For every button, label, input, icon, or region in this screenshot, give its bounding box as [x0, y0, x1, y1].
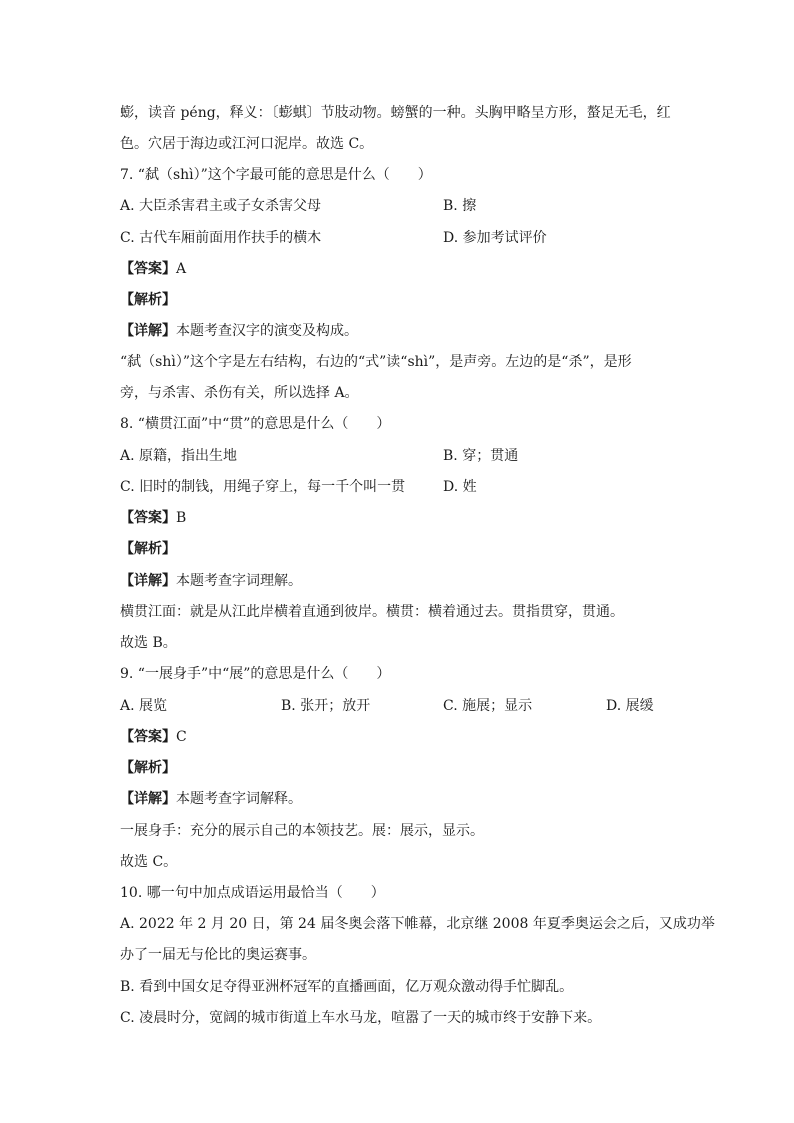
- question-9: 9. “一展身手”中“展”的意思是什么（ ）: [120, 666, 391, 682]
- answer-tag: 【答案】: [120, 729, 176, 745]
- question-7: 7. “弑（shì）”这个字最可能的意思是什么（ ）: [120, 167, 432, 183]
- option-7a: A. 大臣杀害君主或子女杀害父母: [120, 198, 322, 214]
- option-7b: B. 擦: [443, 198, 477, 214]
- option-9d: D. 展缓: [606, 698, 654, 714]
- answer-tag: 【答案】: [120, 261, 176, 277]
- option-7c: C. 古代车厢前面用作扶手的横木: [120, 230, 322, 246]
- option-9c: C. 施展；显示: [443, 698, 533, 714]
- detail-tag: 【详解】: [120, 323, 176, 339]
- text-line: 故选 C。: [120, 854, 178, 870]
- option-8d: D. 姓: [443, 479, 477, 495]
- text-line: 色。穴居于海边或江河口泥岸。故选 C。: [120, 136, 374, 152]
- detail-text: 本题考查字词解释。: [176, 791, 302, 807]
- answer-7: [120, 260, 186, 278]
- text-line: 旁，与杀害、杀伤有关，所以选择 A。: [120, 385, 359, 401]
- detail-9: [120, 790, 302, 808]
- text-line: 故选 B。: [120, 635, 177, 651]
- analysis-7: 【解析】: [120, 292, 176, 308]
- option-9a: A. 展览: [120, 698, 168, 714]
- option-7d: D. 参加考试评价: [443, 230, 547, 246]
- analysis-8: 【解析】: [120, 541, 176, 557]
- option-10c: C. 凌晨时分，宽阔的城市街道上车水马龙，喧嚣了一天的城市终于安静下来。: [120, 1010, 602, 1026]
- detail-7: [120, 322, 358, 340]
- option-8b: B. 穿；贯通: [443, 448, 519, 464]
- detail-tag: 【详解】: [120, 573, 176, 589]
- option-10b: B. 看到中国女足夺得亚洲杯冠军的直播画面，亿万观众激动得手忙脚乱。: [120, 979, 574, 995]
- answer-tag: 【答案】: [120, 510, 176, 526]
- detail-tag: 【详解】: [120, 791, 176, 807]
- text-line: 横贯江面：就是从江此岸横着直通到彼岸。横贯：横着通过去。贯指贯穿，贯通。: [120, 604, 624, 620]
- detail-text: 本题考查字词理解。: [176, 573, 302, 589]
- detail-text: 本题考查汉字的演变及构成。: [176, 323, 358, 339]
- option-10a-cont: 办了一届无与伦比的奥运赛事。: [120, 947, 316, 963]
- option-10a: A. 2022 年 2 月 20 日，第 24 届冬奥会落下帷幕，北京继 2008 年夏季奥运会之后，又成功举: [120, 916, 715, 932]
- text-line: 一展身手：充分的展示自己的本领技艺。展：展示，显示。: [120, 823, 484, 839]
- text-line: 蟛，读音 péng，释义：〔蟛蜞〕节肢动物。螃蟹的一种。头胸甲略呈方形，螯足无毛，红: [120, 105, 671, 121]
- answer-8: [120, 509, 186, 527]
- analysis-9: 【解析】: [120, 760, 176, 776]
- question-10: 10. 哪一句中加点成语运用最恰当（ ）: [120, 885, 385, 901]
- option-8a: A. 原籍，指出生地: [120, 448, 238, 464]
- text-line: “弑（shì）”这个字是左右结构，右边的“式”读“shì”，是声旁。左边的是“杀”，是形: [120, 354, 632, 370]
- detail-8: [120, 572, 302, 590]
- answer-value: B: [176, 510, 187, 526]
- answer-value: C: [176, 729, 187, 745]
- answer-value: A: [176, 261, 187, 277]
- answer-9: [120, 728, 187, 746]
- option-9b: B. 张开；放开: [281, 698, 371, 714]
- question-8: 8. “横贯江面”中“贯”的意思是什么（ ）: [120, 416, 391, 432]
- option-8c: C. 旧时的制钱，用绳子穿上，每一千个叫一贯: [120, 479, 406, 495]
